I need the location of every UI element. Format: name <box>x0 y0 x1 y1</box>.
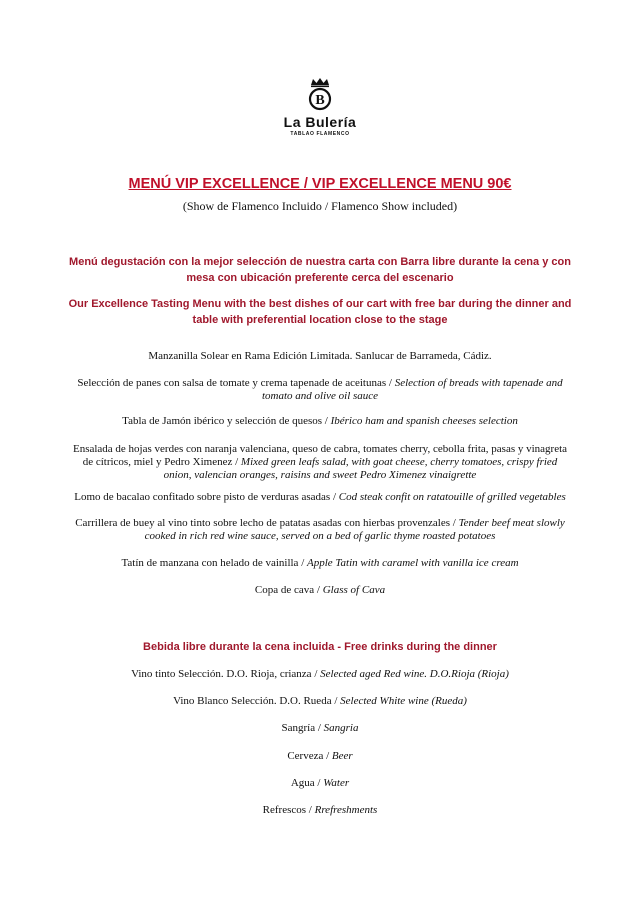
drink-item: Vino tinto Selección. D.O. Rioja, crianza / Selected aged Red wine. D.O.Rioja (Rioja) <box>131 668 509 680</box>
drink-item: Agua / Water <box>290 777 350 789</box>
menu-item: Selección de panes con salsa de tomate y crema tapenade de aceitunas / Selection of breads with tapenade and tomato and olive oil sauce <box>77 377 563 402</box>
drink-item: Cerveza / Beer <box>287 750 353 762</box>
menu-subtitle: (Show de Flamenco Incluido / Flamenco Show included) <box>182 199 458 213</box>
drink-item: Vino Blanco Selección. D.O. Rueda / Selected White wine (Rueda) <box>173 695 467 707</box>
menu-item: Lomo de bacalao confitado sobre pisto de verduras asadas / Cod steak confit on ratatouille of grilled vegetables <box>74 491 566 503</box>
promo-text-en: Our Excellence Tasting Menu with the best dishes of our cart with free bar during the dinner and table with preferential location close to the stage <box>68 298 572 326</box>
brand-name: La Bulería <box>283 114 357 130</box>
menu-item: Copa de cava / Glass of Cava <box>254 584 386 596</box>
promo-text-es: Menú degustación con la mejor selección de nuestra carta con Barra libre durante la cena y con mesa con ubicación preferente cerca del escenario <box>69 256 571 284</box>
menu-item: Manzanilla Solear en Rama Edición Limitada. Sanlucar de Barrameda, Cádiz. <box>148 350 492 362</box>
drink-item: Refrescos / Rrefreshments <box>262 804 378 816</box>
drink-item: Sangría / Sangria <box>281 722 359 734</box>
menu-item: Tatín de manzana con helado de vainilla / Apple Tatin with caramel with vanilla ice cream <box>121 557 519 569</box>
menu-item: Tabla de Jamón ibérico y selección de quesos / Ibérico ham and spanish cheeses selection <box>122 415 518 427</box>
crown-monogram-icon <box>305 76 335 112</box>
brand-logo <box>270 76 370 137</box>
brand-subtitle: TABLAO FLAMENCO <box>290 131 350 137</box>
svg-text:B: B <box>315 93 325 108</box>
menu-item: Ensalada de hojas verdes con naranja valenciana, queso de cabra, tomates cherry, cebolla frita, pasas y vinagreta de cítricos, miel y Pedro Ximenez / Mixed green leafs salad, with goat cheese, cherry tomatoes, crispy fried onion, valencian oranges, raisins and sweet Pedro Ximenez vinaigrette <box>72 443 568 481</box>
drinks-title: Bebida libre durante la cena incluida - Free drinks during the dinner <box>143 641 497 653</box>
menu-item: Carrillera de buey al vino tinto sobre lecho de patatas asadas con hierbas provenzales / Tender beef meat slowly cooked in rich red wine sauce, served on a bed of garlic thyme roasted potatoes <box>75 517 565 542</box>
menu-title: MENÚ VIP EXCELLENCE / VIP EXCELLENCE MENU 90€ <box>128 176 512 192</box>
